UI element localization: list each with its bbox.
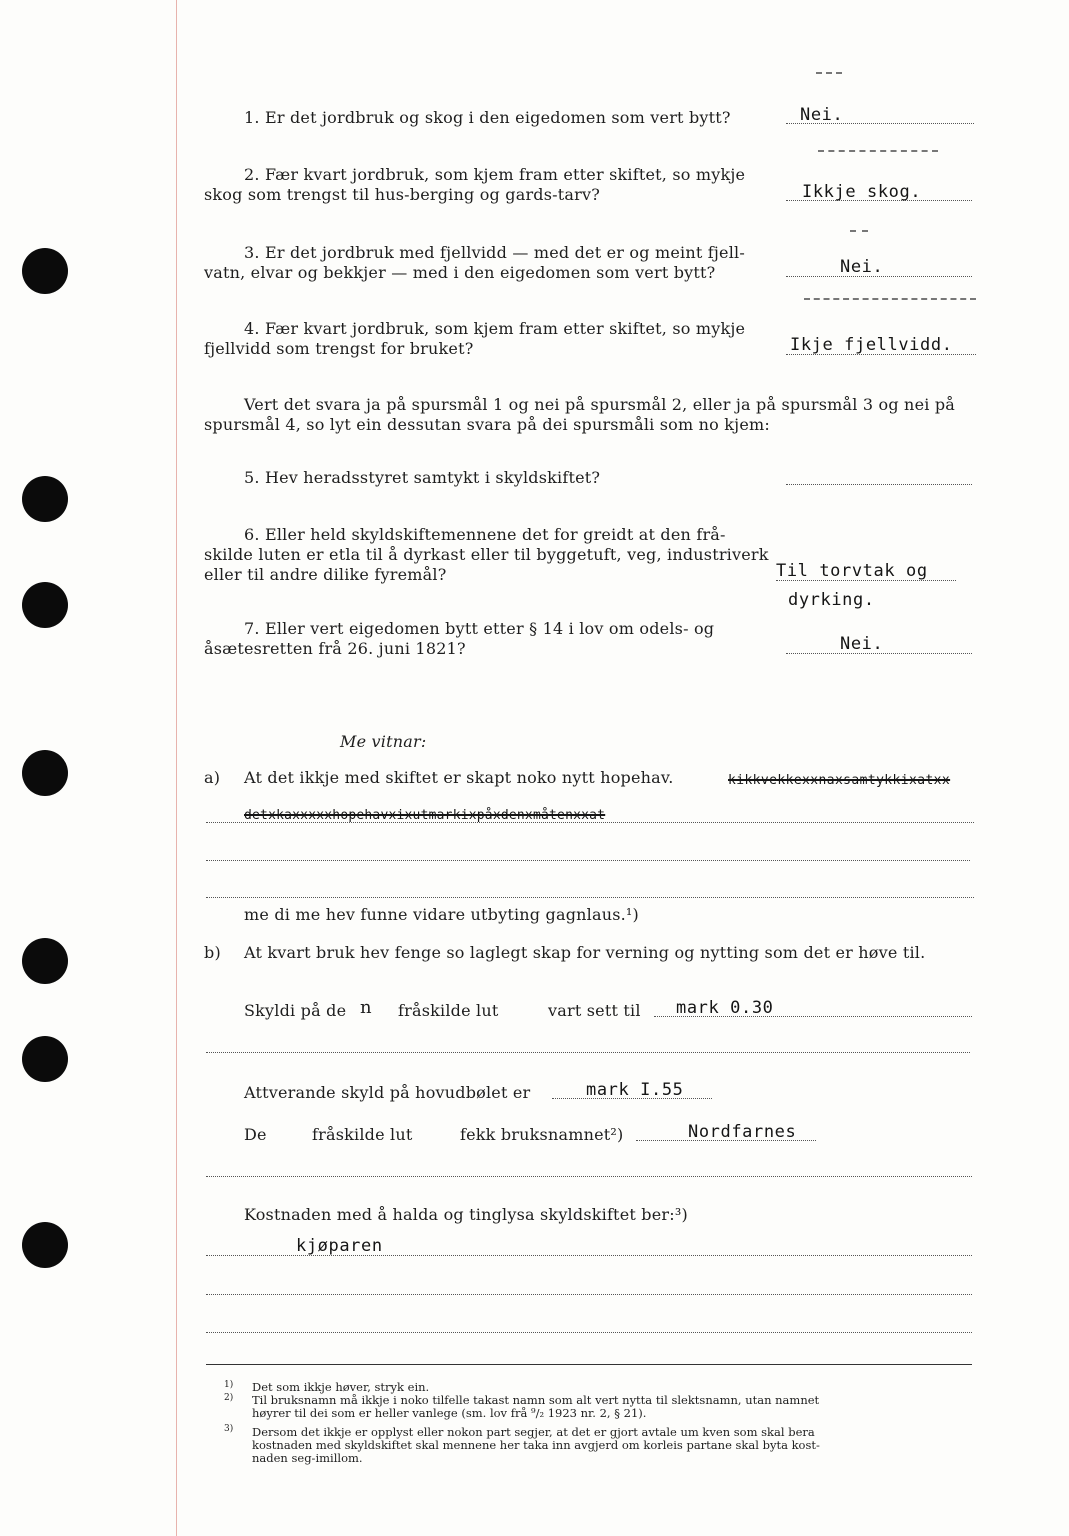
footnote-3-line-2: kostnaden med skyldskiftet skal mennene her taka inn avgjerd om korleis partane skal byta kost-	[252, 1438, 820, 1452]
footnote-number-1: 1)	[224, 1380, 234, 1390]
question-7-line-1: 7. Eller vert eigedomen bytt etter § 14 i lov om odels- og	[244, 619, 715, 638]
witness-a-label: a)	[204, 768, 221, 787]
question-1: 1. Er det jordbruk og skog i den eigedomen som vert bytt?	[244, 108, 731, 127]
witness-line-2	[206, 860, 970, 861]
namn-value: Nordfarnes	[688, 1122, 797, 1142]
answer-7: Nei.	[840, 634, 884, 654]
witness-a-text: At det ikkje med skiftet er skapt noko nytt hopehav.	[244, 768, 674, 787]
stray-mark	[850, 230, 868, 232]
footnote-2-line-2: høyrer til dei som er heller vanlege (sm. lov frå ⁹/₂ 1923 nr. 2, § 21).	[252, 1406, 647, 1420]
witness-b-text: At kvart bruk hev fenge so laglegt skap for verning og nytting som det er høve til.	[244, 943, 926, 962]
blank-line	[206, 1052, 970, 1053]
punch-hole	[22, 1036, 68, 1082]
footnote-number-2: 2)	[224, 1393, 234, 1403]
skyld-label-n: n	[360, 997, 372, 1018]
question-4-line-1: 4. Fær kvart jordbruk, som kjem fram etter skiftet, so mykje	[244, 319, 746, 338]
witness-line-3	[206, 897, 974, 898]
witness-line-1	[206, 822, 974, 823]
namn-label-1: De	[244, 1125, 267, 1144]
answer-4: Ikje fjellvidd.	[790, 335, 953, 355]
struck-text-1: kikkvekkexxnaxsamtykkixatxx	[728, 773, 951, 788]
skyld-label-2: fråskilde lut	[398, 1001, 499, 1020]
kostnad-line-1	[206, 1255, 972, 1256]
stray-mark	[816, 72, 842, 74]
witness-heading: Me vitnar:	[340, 732, 427, 751]
question-5: 5. Hev heradsstyret samtykt i skyldskiftet?	[244, 468, 601, 487]
answer-3: Nei.	[840, 257, 884, 277]
attverande-label: Attverande skyld på hovudbølet er	[244, 1083, 531, 1102]
kostnad-line-2	[206, 1294, 972, 1295]
blank-line	[206, 1176, 972, 1177]
struck-text-2: detxkaxxxxxhopehavxixutmarkixpåxdenxmåtenxxat	[244, 808, 606, 823]
punch-hole	[22, 750, 68, 796]
skyld-label-3: vart sett til	[548, 1001, 641, 1020]
skyld-value: mark 0.30	[676, 998, 774, 1018]
instruction-line-2: spursmål 4, so lyt ein dessutan svara på dei spursmåli som no kjem:	[204, 415, 770, 434]
punch-hole	[22, 582, 68, 628]
kostnad-line-3	[206, 1332, 972, 1333]
answer-6-line-2: dyrking.	[788, 590, 875, 610]
punch-hole	[22, 476, 68, 522]
kostnad-value: kjøparen	[296, 1236, 383, 1256]
question-4-line-2: fjellvidd som trengst for bruket?	[204, 339, 474, 358]
footnote-1: Det som ikkje høver, stryk ein.	[252, 1380, 430, 1394]
punch-hole	[22, 1222, 68, 1268]
footnote-3-line-3: naden seg-imillom.	[252, 1451, 363, 1465]
witness-a-closing: me di me hev funne vidare utbyting gagnlaus.¹)	[244, 905, 639, 924]
punch-hole	[22, 938, 68, 984]
punch-hole	[22, 248, 68, 294]
question-2-line-2: skog som trengst til hus-berging og gards-tarv?	[204, 185, 601, 204]
footnote-2-line-1: Til bruksnamn må ikkje i noko tilfelle takast namn som alt vert nytta til slektsnamn, utan namnet	[252, 1393, 820, 1407]
question-3-line-1: 3. Er det jordbruk med fjellvidd — med det er og meint fjell-	[244, 243, 745, 262]
stray-mark	[804, 298, 976, 300]
skyld-label-1: Skyldi på de	[244, 1001, 347, 1020]
namn-label-2: fråskilde lut	[312, 1125, 413, 1144]
footnote-rule	[206, 1364, 972, 1365]
attverande-value: mark I.55	[586, 1080, 684, 1100]
witness-b-label: b)	[204, 943, 221, 962]
stray-mark	[818, 150, 938, 152]
question-6-line-2: skilde luten er etla til å dyrkast eller til byggetuft, veg, industriverk	[204, 545, 769, 564]
namn-label-3: fekk bruksnamnet²)	[460, 1125, 624, 1144]
question-7-line-2: åsætesretten frå 26. juni 1821?	[204, 639, 466, 658]
answer-2: Ikkje skog.	[802, 182, 922, 202]
question-2-line-1: 2. Fær kvart jordbruk, som kjem fram etter skiftet, so mykje	[244, 165, 746, 184]
footnote-number-3: 3)	[224, 1424, 234, 1434]
question-6-line-1: 6. Eller held skyldskiftemennene det for greidt at den frå-	[244, 525, 726, 544]
instruction-line-1: Vert det svara ja på spursmål 1 og nei på spursmål 2, eller ja på spursmål 3 og nei på	[244, 395, 956, 414]
question-3-line-2: vatn, elvar og bekkjer — med i den eigedomen som vert bytt?	[204, 263, 716, 282]
answer-line-5	[786, 484, 972, 485]
answer-1: Nei.	[800, 105, 844, 125]
answer-6-line-1: Til torvtak og	[776, 561, 928, 581]
margin-line	[176, 0, 177, 1536]
kostnad-label: Kostnaden med å halda og tinglysa skyldskiftet ber:³)	[244, 1205, 688, 1224]
question-6-line-3: eller til andre dilike fyremål?	[204, 565, 447, 584]
footnote-3-line-1: Dersom det ikkje er opplyst eller nokon part segjer, at det er gjort avtale um kven som skal bera	[252, 1425, 815, 1439]
